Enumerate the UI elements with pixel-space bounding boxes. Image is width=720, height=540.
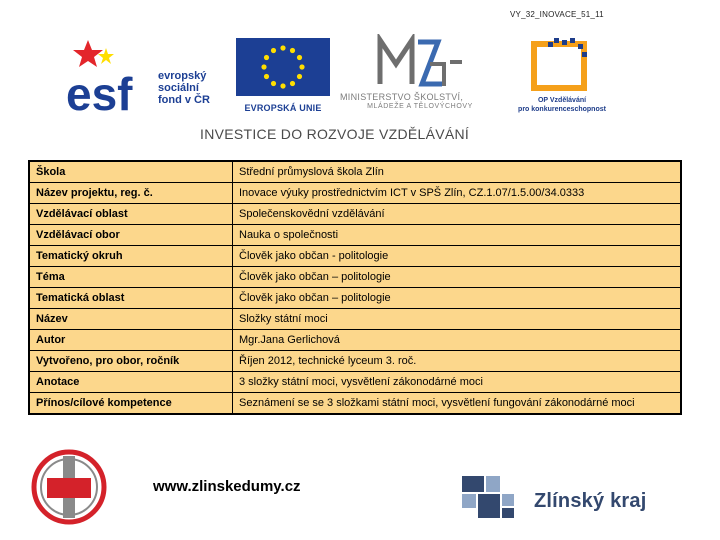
msmt-line-1: MINISTERSTVO ŠKOLSTVÍ, xyxy=(340,92,464,102)
msmt-line-2: MLÁDEŽE A TĚLOVÝCHOVY xyxy=(367,103,473,110)
row-key: Škola xyxy=(29,161,233,183)
sps-zlin-logo xyxy=(30,448,108,526)
op-mark-icon xyxy=(508,34,616,94)
row-key: Autor xyxy=(29,330,233,351)
msmt-logo xyxy=(338,34,500,120)
table-row xyxy=(29,288,681,309)
row-value: Člověk jako občan - politologie xyxy=(233,246,682,267)
svg-text:esf: esf xyxy=(66,68,133,116)
table-row xyxy=(29,183,681,204)
table-row xyxy=(29,351,681,372)
row-key: Vzdělávací oblast xyxy=(29,204,233,225)
esf-line-2: sociální xyxy=(158,82,199,94)
project-info-table xyxy=(28,160,682,415)
op-line-2: pro konkurenceschopnost xyxy=(518,106,606,113)
zlinsky-kraj-wordmark: Zlínský kraj xyxy=(534,490,647,512)
table-row xyxy=(29,204,681,225)
website-link[interactable]: www.zlinskedumy.cz xyxy=(153,478,301,495)
table-row xyxy=(29,161,681,183)
row-value: Nauka o společnosti xyxy=(233,225,682,246)
msmt-wordmark xyxy=(340,92,500,112)
eu-label: EVROPSKÁ UNIE xyxy=(244,103,322,113)
esf-logo xyxy=(66,36,226,116)
row-value: Mgr.Jana Gerlichová xyxy=(233,330,682,351)
row-key: Přínos/cílové kompetence xyxy=(29,393,233,415)
op-line-1: OP Vzdělávání xyxy=(537,97,587,104)
row-value: Složky státní moci xyxy=(233,309,682,330)
msmt-mark-icon xyxy=(338,34,498,92)
row-key: Vytvořeno, pro obor, ročník xyxy=(29,351,233,372)
esf-wordmark xyxy=(158,70,210,106)
zlinsky-kraj-logo xyxy=(462,470,662,524)
row-value: Říjen 2012, technické lyceum 3. roč. xyxy=(233,351,682,372)
table-row xyxy=(29,330,681,351)
sps-badge-icon xyxy=(30,448,108,526)
row-value: Střední průmyslová škola Zlín xyxy=(233,161,682,183)
esf-line-3: fond v ČR xyxy=(158,94,210,106)
table-row xyxy=(29,225,681,246)
op-wordmark xyxy=(508,96,616,114)
table-row xyxy=(29,267,681,288)
row-value: Člověk jako občan – politologie xyxy=(233,267,682,288)
table-row xyxy=(29,246,681,267)
row-key: Název projektu, reg. č. xyxy=(29,183,233,204)
table-body xyxy=(29,161,681,414)
row-key: Anotace xyxy=(29,372,233,393)
eu-logo xyxy=(236,38,330,114)
row-value: Seznámení se se 3 složkami státní moci, vysvětlení fungování zákonodárné moci xyxy=(233,393,682,415)
row-value: Inovace výuky prostřednictvím ICT v SPŠ Zlín, CZ.1.07/1.5.00/34.0333 xyxy=(233,183,682,204)
table-row xyxy=(29,309,681,330)
esf-line-1: evropský xyxy=(158,70,207,82)
table-row xyxy=(29,393,681,415)
zlinsky-kraj-mark-icon xyxy=(462,470,532,524)
row-key: Název xyxy=(29,309,233,330)
eu-flag-icon xyxy=(236,38,330,96)
row-key: Tematický okruh xyxy=(29,246,233,267)
document-code: VY_32_INOVACE_51_11 xyxy=(510,10,604,19)
investice-heading: INVESTICE DO ROZVOJE VZDĚLÁVÁNÍ xyxy=(200,126,470,142)
table-row xyxy=(29,372,681,393)
op-logo xyxy=(508,34,616,120)
row-value: 3 složky státní moci, vysvětlení zákonodárné moci xyxy=(233,372,682,393)
row-key: Tematická oblast xyxy=(29,288,233,309)
row-value: Člověk jako občan – politologie xyxy=(233,288,682,309)
row-key: Vzdělávací obor xyxy=(29,225,233,246)
row-value: Společenskovědní vzdělávání xyxy=(233,204,682,225)
row-key: Téma xyxy=(29,267,233,288)
